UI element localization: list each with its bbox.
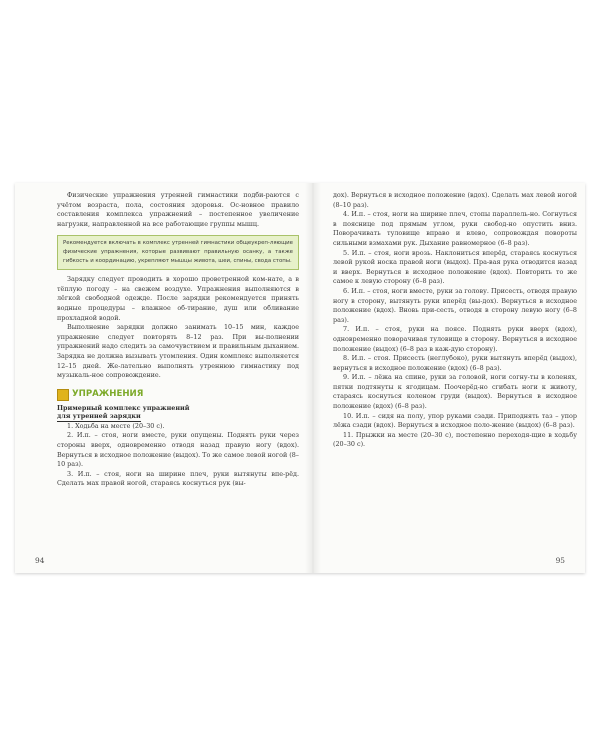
recommendation-note-box <box>57 235 299 270</box>
left-paragraph-2: Зарядку следует проводить в хорошо проветренной ком-нате, а в тёплую погоду – на свежем воздухе. Упражнения выполняются в лёгкой свободной одежде. После зарядки рекомендуется принять водные процедуры – влажное об-тирание, душ или обливание прохладной водой. <box>57 275 299 322</box>
exercise-item-4: 4. И.п. – стоя, ноги на ширине плеч, стопы параллель-но. Согнуться в пояснице под прямым углом, руки свобод-но опустить вниз. Поворачивать туловище вправо и влево, сопровождая повороты сильными взмахами рук. Дыхание равномерное (6–8 раз). <box>333 210 577 247</box>
exercise-item-5: 5. И.п. – стоя, ноги врозь. Наклониться вперёд, стараясь коснуться левой рукой носка правой ноги (выдох). Пра-вая рука отводится назад и вверх. Вернуться в исходное положение (вдох). Повторить то же самое к левую сторону (6–8 раз). <box>333 248 577 286</box>
exercise-item-8: 8. И.п. – стоя. Присесть (неглубоко), руки вытянуть вперёд (выдох), вернуться в исходное положение (вдох) (6–8 раз). <box>333 354 577 372</box>
right-page <box>333 191 577 450</box>
book-spread <box>15 183 585 573</box>
exercise-item-2: 2. И.п. – стоя, ноги вместе, руки опущены. Поднять руки через стороны вверх, одновременно отводя назад правую ногу (вдох). Вернуться в исходное положение (выдох). То же самое левой ногой (8–10 раз). <box>57 431 299 469</box>
left-paragraph-1: Физические упражнения утренней гимнастики подби-раются с учётом возраста, пола, состояния здоровья. Ос-новное правило составления комплекса упражнений – постепенное увеличение нагрузки, направленной на все работающие группы мышц. <box>57 191 299 228</box>
recommendation-note-text: Рекомендуется включать в комплекс утренней гимнастики общеукреп-ляющие физические упражнения, которые развивают правильную осанку, а также гибкость и координацию, укрепляют мышцы живота, шеи, спины, свода стопы. <box>63 240 293 264</box>
exercise-complex-subtitle: для утренней зарядки <box>57 412 141 421</box>
left-paragraph-3: Выполнение зарядки должно занимать 10–15 мин, каждое упражнение следует повторять 8–12 раз. При вы-полнении упражнений надо следить за самочувствием и правильным дыханием. Зарядка не должна вызывать утомления. Один комплекс выполняется 12–15 дней. Же-лательно выполнять утреннюю гимнастику под музыкаль-ное сопровождение. <box>57 323 299 380</box>
exercise-complex-title: Примерный комплекс упражнений <box>57 403 190 412</box>
exercise-item-3: 3. И.п. – стоя, ноги на ширине плеч, руки вытянуты впе-рёд. Сделать мах правой ногой, стараясь коснуться рук (вы- <box>57 469 299 488</box>
section-heading <box>57 389 299 401</box>
exercise-item-7: 7. И.п. – стоя, руки на поясе. Поднять руки вверх (вдох), одновременно поворачивая туловище в сторону. Вернуться в исходное положение (выдох) (6–8 раз в каж-дую сторону). <box>333 325 577 353</box>
page-number-right: 95 <box>555 556 565 565</box>
exercise-item-6: 6. И.п. – стоя, ноги вместе, руки за голову. Присесть, отводя правую ногу в сторону, вытянуть руки вперёд (вы-дох). Вернуться в исходное положение (вдох). Вновь при-сесть, отводя в сторону левую ногу (6–8 раз). <box>333 286 577 324</box>
exercise-section-icon <box>57 389 69 401</box>
book-gutter <box>305 183 321 573</box>
left-page <box>57 191 299 489</box>
exercise-item-10: 10. И.п. – сидя на полу, упор руками сзади. Приподнять таз – упор лёжа сзади (вдох). Вернуться в исходное поло-жение (выдох) (6–8 раз). <box>333 411 577 430</box>
exercise-item-3-continued: дох). Вернуться в исходное положение (вдох). Сделать мах левой ногой (8–10 раз). <box>333 191 577 209</box>
exercise-item-11: 11. Прыжки на месте (20–30 с), постепенно переходя-щие в ходьбу (20–30 с). <box>333 430 577 449</box>
exercise-item-1: 1. Ходьба на месте (20–30 с). <box>67 421 165 430</box>
section-title: УПРАЖНЕНИЯ <box>72 388 144 399</box>
page-number-left: 94 <box>35 556 45 565</box>
exercise-item-9: 9. И.п. – лёжа на спине, руки за головой, ноги согну-ты в коленях, пятки подтянуты к ягодицам. Поочерёд-но сгибать ноги к животу, стараясь коснуться коленом груди (выдох). Вернуться в исходное положение (вдох) (6–8 раз). <box>333 373 577 411</box>
